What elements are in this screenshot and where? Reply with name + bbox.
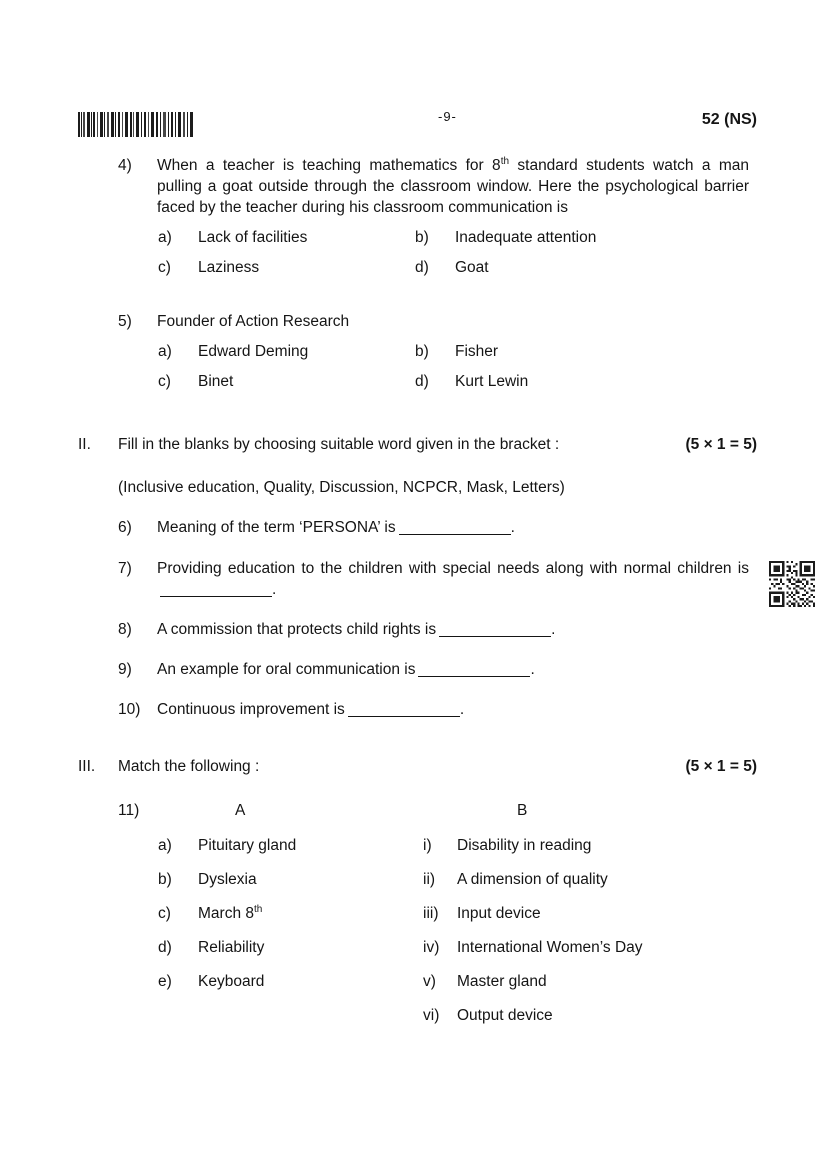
match-a-label: b) — [158, 871, 172, 888]
question-11-number: 11) — [118, 802, 140, 819]
section-2-marks: (5 × 1 = 5) — [685, 436, 757, 453]
barcode-icon — [78, 112, 193, 137]
match-b-label: vi) — [423, 1007, 440, 1024]
question-10-text — [157, 699, 464, 720]
match-b-label: ii) — [423, 871, 436, 888]
match-row — [158, 903, 757, 924]
match-a-superscript: th — [254, 904, 263, 915]
question-8-text-content: A commission that protects child rights is — [157, 621, 437, 638]
option-label: c) — [158, 373, 171, 390]
option-label: a) — [158, 343, 172, 360]
question-6-number: 6) — [118, 519, 132, 536]
question-6-text-content: Meaning of the term ‘PERSONA’ is — [157, 519, 396, 536]
match-row — [158, 1005, 757, 1026]
question-4-text-part2: standard students watch a man pulling a goat outside through the classroom window. Here the psychological barrier faced by the teacher during his classroom communication is — [157, 157, 749, 216]
question-9-text — [157, 659, 535, 680]
section-2-title: Fill in the blanks by choosing suitable word given in the bracket : — [118, 436, 560, 453]
match-a-label: d) — [158, 939, 172, 956]
paper-code: 52 (NS) — [701, 111, 757, 128]
question-5-options-row-1 — [158, 341, 757, 362]
answer-blank — [439, 622, 551, 637]
answer-blank — [160, 582, 272, 597]
question-5-text: Founder of Action Research — [157, 313, 350, 330]
section-2-heading — [78, 434, 757, 455]
option-text: Inadequate attention — [455, 229, 597, 246]
match-a-text: Pituitary gland — [198, 837, 297, 854]
match-a-label: a) — [158, 837, 172, 854]
question-5 — [118, 311, 757, 332]
option-text: Edward Deming — [198, 343, 309, 360]
question-4-text — [157, 155, 749, 218]
question-9-text-content: An example for oral communication is — [157, 661, 416, 678]
question-6-text — [157, 517, 515, 538]
option-label: b) — [415, 343, 429, 360]
option-text: Fisher — [455, 343, 499, 360]
question-4 — [118, 155, 757, 218]
match-a-text: Keyboard — [198, 973, 265, 990]
match-a-text: Reliability — [198, 939, 265, 956]
option-label: b) — [415, 229, 429, 246]
question-10 — [118, 699, 757, 720]
section-3-heading — [78, 756, 757, 777]
match-b-text: A dimension of quality — [457, 871, 608, 888]
section-3-title: Match the following : — [118, 758, 260, 775]
question-10-suffix: . — [459, 701, 465, 718]
question-10-number: 10) — [118, 701, 141, 718]
question-7-suffix: . — [272, 581, 277, 598]
question-8-number: 8) — [118, 621, 132, 638]
match-b-text: Disability in reading — [457, 837, 592, 854]
match-a-text — [198, 1005, 423, 1026]
match-b-label: i) — [423, 837, 432, 854]
match-row — [158, 971, 757, 992]
question-7-text-content: Providing education to the children with special needs along with normal children is — [157, 560, 749, 577]
match-row — [158, 937, 757, 958]
match-b-label: iii) — [423, 905, 439, 922]
question-9-number: 9) — [118, 661, 132, 678]
option-label: c) — [158, 259, 171, 276]
match-b-text: Output device — [457, 1007, 553, 1024]
qr-code-icon — [769, 561, 815, 607]
question-6-suffix: . — [510, 519, 515, 536]
question-11-header — [78, 800, 757, 821]
match-column-a-header: A — [235, 802, 246, 819]
page-number: -9- — [437, 109, 457, 124]
page-header — [78, 104, 757, 137]
match-column-b-header: B — [517, 802, 528, 819]
option-text: Laziness — [198, 259, 260, 276]
question-8-text — [157, 619, 555, 640]
question-10-text-content: Continuous improvement is — [157, 701, 345, 718]
match-b-label: iv) — [423, 939, 440, 956]
match-row — [158, 835, 757, 856]
question-7-number: 7) — [118, 560, 132, 577]
match-a-label: e) — [158, 973, 172, 990]
match-b-label: v) — [423, 973, 436, 990]
answer-blank — [348, 702, 460, 717]
option-label: d) — [415, 373, 429, 390]
match-b-text: Input device — [457, 905, 541, 922]
section-2-numeral: II. — [78, 436, 91, 453]
question-4-options-row-1 — [158, 227, 757, 248]
question-5-number: 5) — [118, 313, 132, 330]
question-5-options-row-2 — [158, 371, 757, 392]
match-a-text: Dyslexia — [198, 871, 257, 888]
match-a-label: c) — [158, 905, 171, 922]
option-label: d) — [415, 259, 429, 276]
section-3-numeral: III. — [78, 758, 96, 775]
question-4-superscript: th — [500, 156, 510, 167]
answer-blank — [418, 662, 530, 677]
option-text: Goat — [455, 259, 489, 276]
option-text: Binet — [198, 373, 234, 390]
match-row — [158, 869, 757, 890]
question-4-number: 4) — [118, 157, 132, 174]
option-text: Lack of facilities — [198, 229, 308, 246]
match-a-text-content: March 8 — [198, 905, 254, 922]
question-4-options-row-2 — [158, 257, 757, 278]
question-7 — [118, 558, 757, 600]
match-b-text: Master gland — [457, 973, 547, 990]
question-8-suffix: . — [551, 621, 556, 638]
question-8 — [118, 619, 757, 640]
section-3-marks: (5 × 1 = 5) — [685, 758, 757, 775]
answer-blank — [399, 520, 511, 535]
match-a-text — [198, 903, 423, 924]
match-b-text: International Women’s Day — [457, 939, 643, 956]
option-text: Kurt Lewin — [455, 373, 529, 390]
option-label: a) — [158, 229, 172, 246]
match-a-label — [158, 1005, 198, 1026]
question-6 — [118, 517, 757, 538]
question-9-suffix: . — [530, 661, 535, 678]
question-4-text-part1: When a teacher is teaching mathematics for 8 — [157, 157, 501, 174]
question-7-text — [157, 558, 749, 600]
question-9 — [118, 659, 757, 680]
word-bank: (Inclusive education, Quality, Discussion, NCPCR, Mask, Letters) — [118, 479, 565, 496]
